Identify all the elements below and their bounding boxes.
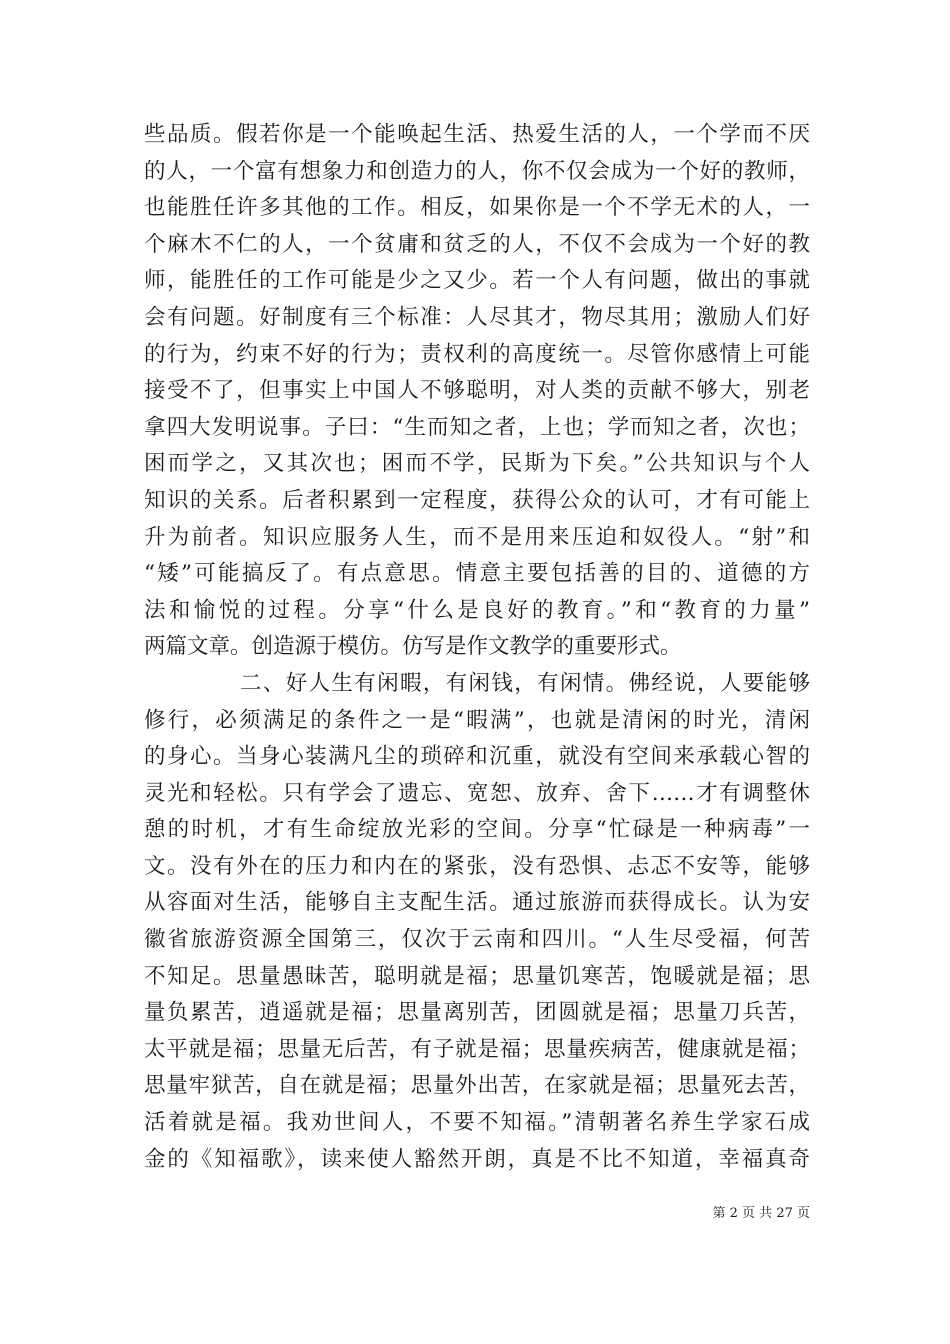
text-line: 量负累苦，逍遥就是福；思量离别苦，团圆就是福；思量刀兵苦， <box>144 1000 810 1026</box>
text-line: 两篇文章。创造源于模仿。仿写是作文教学的重要形式。 <box>144 634 682 660</box>
text-line: 从容面对生活，能够自主支配生活。通过旅游而获得成长。认为安 <box>144 890 810 916</box>
text-line: 的身心。当身心装满凡尘的琐碎和沉重，就没有空间来承载心智的 <box>144 744 810 770</box>
text-line: 会有问题。好制度有三个标准：人尽其才，物尽其用；激励人们好 <box>144 304 810 330</box>
paragraph-2 <box>144 666 810 1178</box>
text-line: 不知足。思量愚昧苦，聪明就是福；思量饥寒苦，饱暖就是福；思 <box>144 963 810 989</box>
text-line: 升为前者。知识应服务人生，而不是用来压迫和奴役人。“射”和 <box>144 524 810 550</box>
text-line: 活着就是福。我劝世间人，不要不知福。”清朝著名养生学家石成 <box>144 1110 810 1136</box>
text-line: 的行为，约束不好的行为；责权利的高度统一。尽管你感情上可能 <box>144 341 810 367</box>
text-line: 知识的关系。后者积累到一定程度，获得公众的认可，才有可能上 <box>144 487 810 513</box>
paragraph-1 <box>144 117 810 666</box>
text-line: 憩的时机，才有生命绽放光彩的空间。分享“忙碌是一种病毒”一 <box>144 817 810 843</box>
text-line: 些品质。假若你是一个能唤起生活、热爱生活的人，一个学而不厌 <box>144 122 810 147</box>
text-line: 个麻木不仁的人，一个贫庸和贫乏的人，不仅不会成为一个好的教 <box>144 231 810 257</box>
text-line: “矮”可能搞反了。有点意思。情意主要包括善的目的、道德的方 <box>144 561 810 587</box>
text-line: 师，能胜任的工作可能是少之又少。若一个人有问题，做出的事就 <box>144 268 810 294</box>
text-line: 思量牢狱苦，自在就是福；思量外出苦，在家就是福；思量死去苦， <box>144 1073 810 1099</box>
text-line: 太平就是福；思量无后苦，有子就是福；思量疾病苦，健康就是福； <box>144 1036 810 1062</box>
text-line: 拿四大发明说事。子曰：“生而知之者，上也；学而知之者，次也； <box>144 414 810 440</box>
text-line: 的人，一个富有想象力和创造力的人，你不仅会成为一个好的教师， <box>144 158 810 184</box>
page-number-footer: 第 2 页 共 27 页 <box>712 1206 810 1221</box>
text-line: 灵光和轻松。只有学会了遗忘、宽恕、放弃、舍下……才有调整休 <box>144 780 810 806</box>
text-line: 困而学之，又其次也；困而不学，民斯为下矣。”公共知识与个人 <box>144 451 810 477</box>
text-line: 徽省旅游资源全国第三，仅次于云南和四川。“人生尽受福，何苦 <box>144 927 810 953</box>
text-line: 接受不了，但事实上中国人不够聪明，对人类的贡献不够大，别老 <box>144 378 810 404</box>
text-line: 修行，必须满足的条件之一是“暇满”，也就是清闲的时光，清闲 <box>144 707 810 733</box>
text-line: 也能胜任许多其他的工作。相反，如果你是一个不学无术的人，一 <box>144 195 810 221</box>
text-line: 二、好人生有闲暇，有闲钱，有闲情。佛经说，人要能够 <box>240 670 810 696</box>
text-line: 文。没有外在的压力和内在的紧张，没有恐惧、忐忑不安等，能够 <box>144 853 810 879</box>
text-line: 金的《知福歌》，读来使人豁然开朗，真是不比不知道，幸福真奇 <box>144 1146 810 1172</box>
body-text <box>144 117 810 1178</box>
text-line: 法和愉悦的过程。分享“什么是良好的教育。”和“教育的力量” <box>144 597 810 623</box>
